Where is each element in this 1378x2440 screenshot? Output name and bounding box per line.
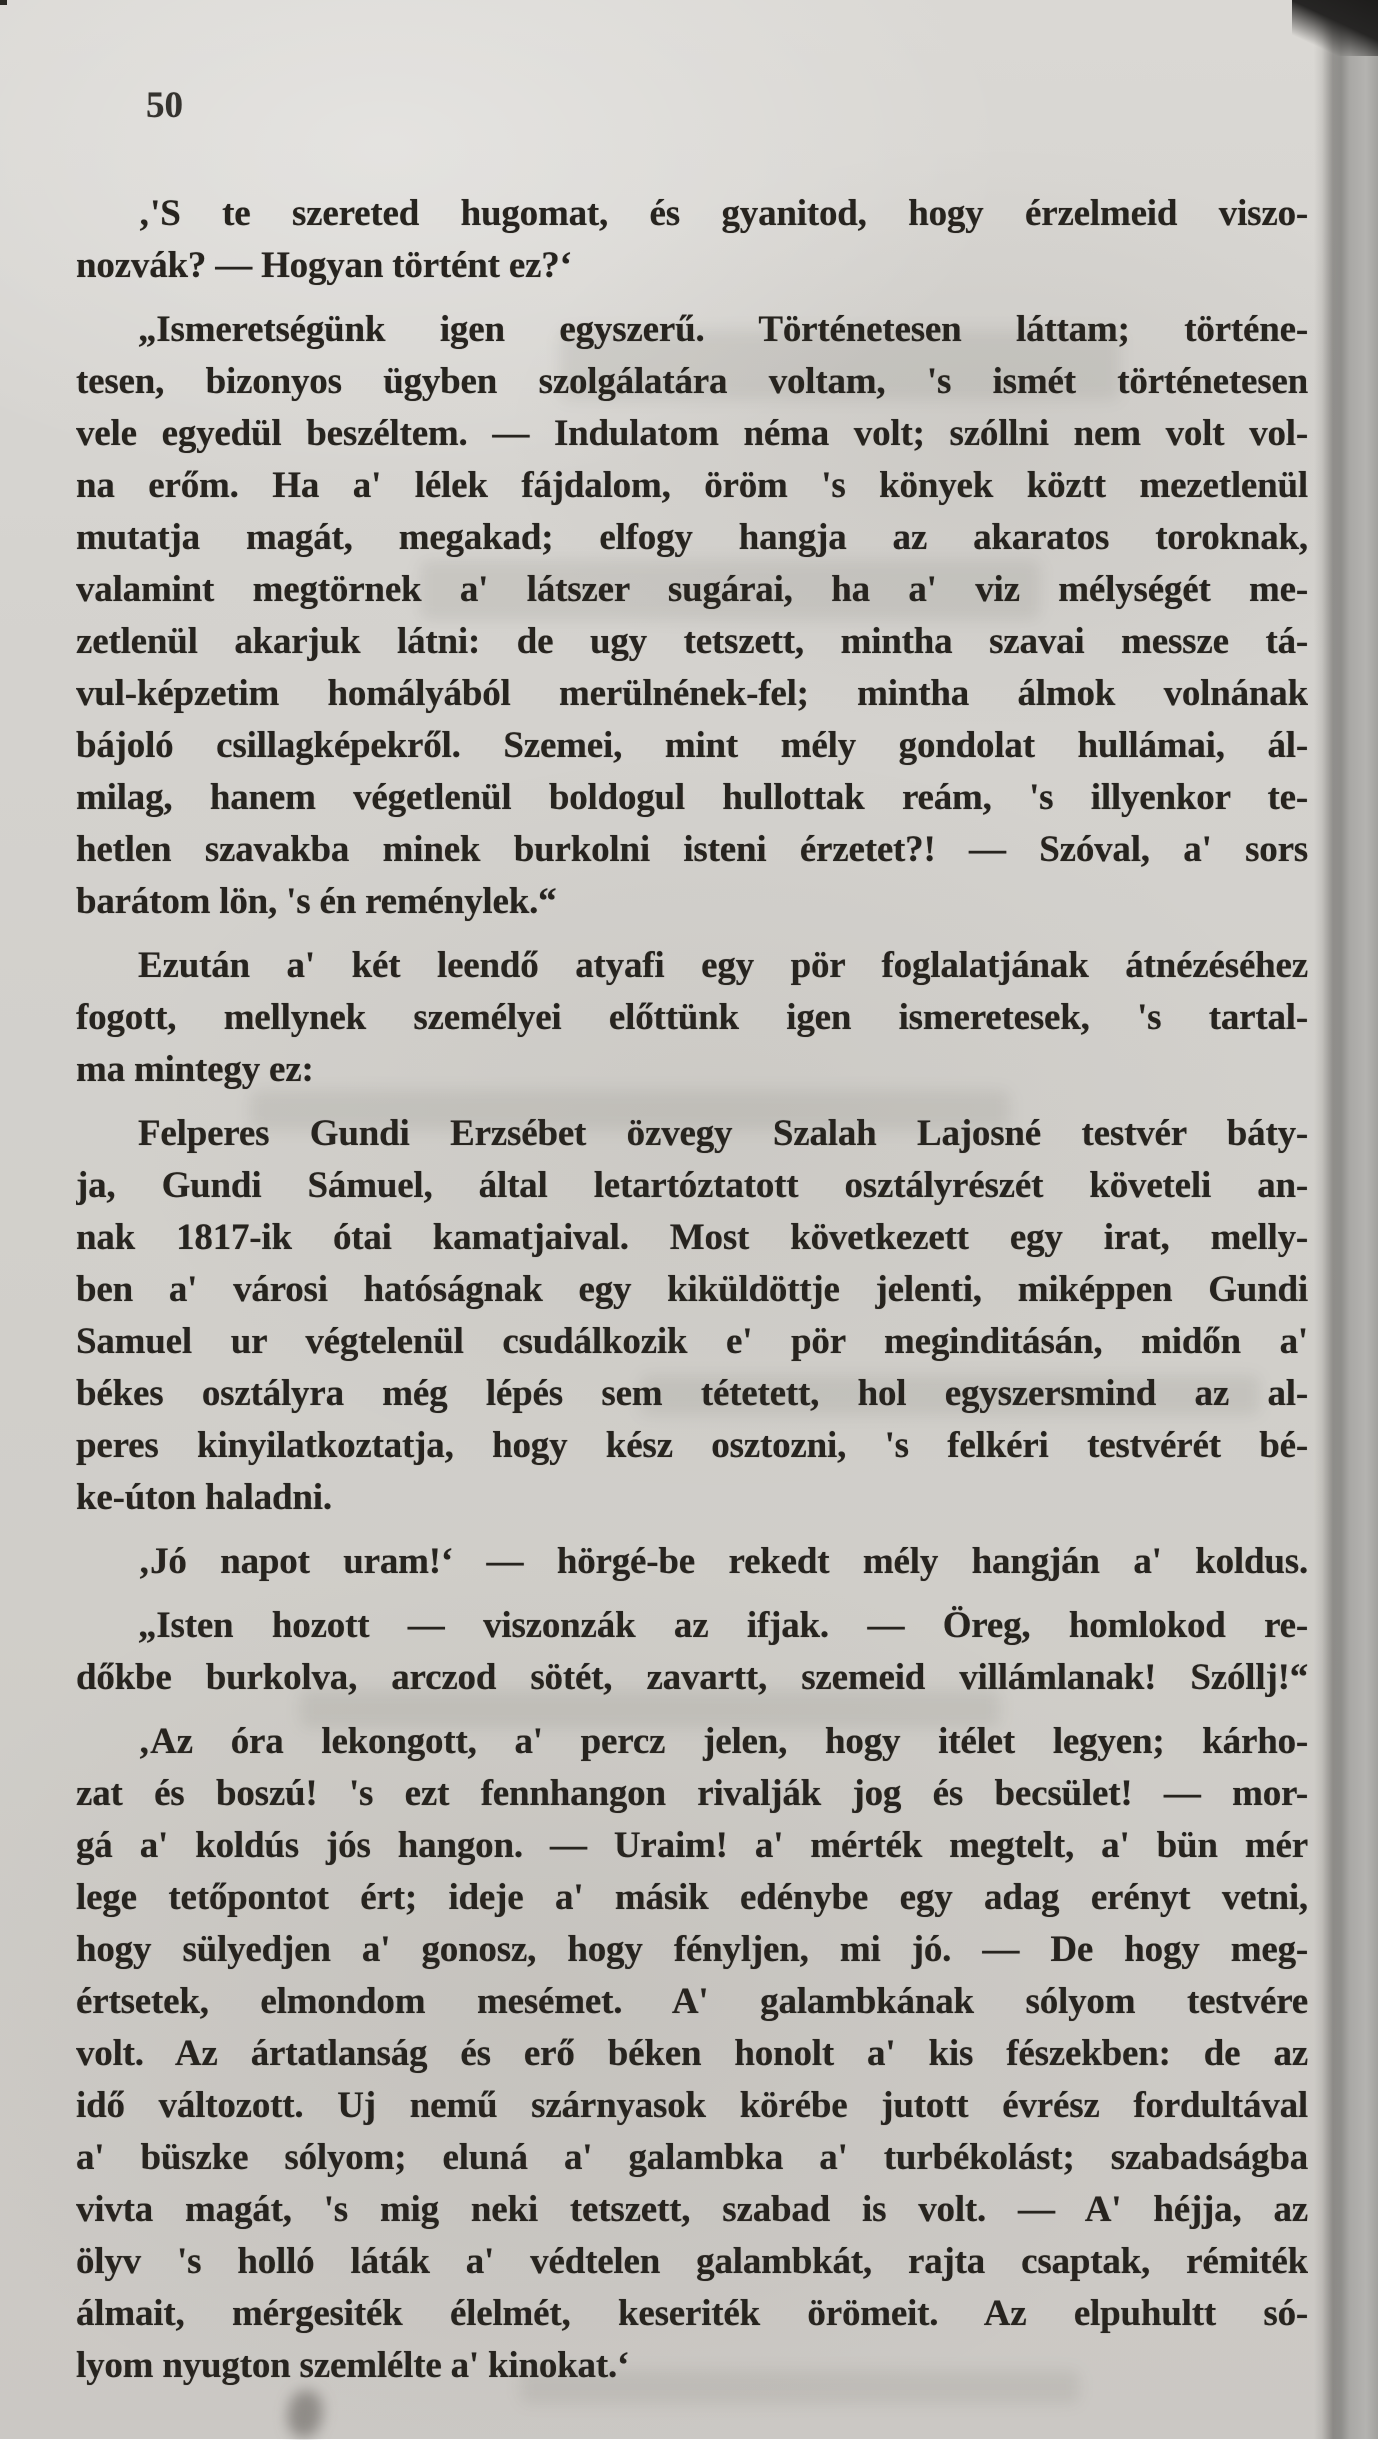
text-line: ölyv 's holló láták a' védtelen galambkát, rajta csaptak, rémiték bbox=[76, 2241, 1308, 2282]
text-line: vele egyedül beszéltem. — Indulatom néma volt; szóllni nem volt vol- bbox=[76, 413, 1308, 454]
text-line: gá a' koldús jós hangon. — Uraim! a' mérték megtelt, a' bün mér bbox=[76, 1825, 1308, 1866]
text-line: lege tetőpontot ért; ideje a' másik edénybe egy adag erényt vetni, bbox=[76, 1877, 1308, 1918]
text-line: ben a' városi hatóságnak egy kiküldöttje jelenti, miképpen Gundi bbox=[76, 1269, 1308, 1310]
text-line: ‚'S te szereted hugomat, és gyanitod, hogy érzelmeid viszo- bbox=[138, 193, 1308, 234]
text-line: „Isten hozott — viszonzák az ifjak. — Öreg, homlokod re- bbox=[138, 1605, 1308, 1646]
text-line: na erőm. Ha a' lélek fájdalom, öröm 's könyek köztt mezetlenül bbox=[76, 465, 1308, 506]
text-line: fogott, mellynek személyei előttünk igen ismeretesek, 's tartal- bbox=[76, 997, 1308, 1038]
paragraph bbox=[76, 304, 1308, 928]
paragraph bbox=[76, 1108, 1308, 1524]
paragraph bbox=[76, 1716, 1308, 2392]
scan-dark-corner bbox=[1292, 0, 1378, 56]
text-line: barátom lön, 's én reménylek.“ bbox=[76, 881, 557, 922]
text-line: hetlen szavakba minek burkolni isteni érzetet?! — Szóval, a' sors bbox=[76, 829, 1308, 870]
text-line: mutatja magát, megakad; elfogy hangja az akaratos toroknak, bbox=[76, 517, 1308, 558]
text-line: zetlenül akarjuk látni: de ugy tetszett, mintha szavai messze tá- bbox=[76, 621, 1308, 662]
paragraph bbox=[76, 1600, 1308, 1704]
text-line: lyom nyugton szemlélte a' kinokat.‘ bbox=[76, 2345, 630, 2386]
text-line: idő változott. Uj nemű szárnyasok körébe jutott évrész fordultával bbox=[76, 2085, 1308, 2126]
text-line: Samuel ur végtelenül csudálkozik e' pör meginditásán, midőn a' bbox=[76, 1321, 1308, 1362]
text-line: ja, Gundi Sámuel, által letartóztatott osztályrészét követeli an- bbox=[76, 1165, 1308, 1206]
paragraph bbox=[76, 1536, 1308, 1588]
text-line: milag, hanem végetlenül boldogul hullottak reám, 's illyenkor te- bbox=[76, 777, 1308, 818]
text-line: peres kinyilatkoztatja, hogy kész osztozni, 's felkéri testvérét bé- bbox=[76, 1425, 1308, 1466]
text-line: Felperes Gundi Erzsébet özvegy Szalah Lajosné testvér báty- bbox=[138, 1113, 1308, 1154]
text-line: zat és boszú! 's ezt fennhangon rivalják jog és becsület! — mor- bbox=[76, 1773, 1308, 1814]
text-line: békes osztályra még lépés sem tétetett, hol egyszersmind az al- bbox=[76, 1373, 1308, 1414]
text-line: dőkbe burkolva, arczod sötét, zavartt, szemeid villámlanak! Szóllj!“ bbox=[76, 1657, 1308, 1698]
text-line: ma mintegy ez: bbox=[76, 1049, 314, 1090]
text-line: Ezután a' két leendő atyafi egy pör foglalatjának átnézéséhez bbox=[138, 945, 1308, 986]
text-line: valamint megtörnek a' látszer sugárai, ha a' viz mélységét me- bbox=[76, 569, 1308, 610]
text-line: bájoló csillagképekről. Szemei, mint mély gondolat hullámai, ál- bbox=[76, 725, 1308, 766]
paragraph bbox=[76, 188, 1308, 292]
text-line: álmait, mérgesiték élelmét, keseriték örömeit. Az elpuhultt só- bbox=[76, 2293, 1308, 2334]
page-gutter-shadow bbox=[1314, 0, 1378, 2439]
text-line: hogy sülyedjen a' gonosz, hogy fényljen, mi jó. — De hogy meg- bbox=[76, 1929, 1308, 1970]
text-line: vul-képzetim homályából merülnének-fel; mintha álmok volnának bbox=[76, 673, 1308, 714]
text-line: ke-úton haladni. bbox=[76, 1477, 332, 1518]
scan-edge-mark bbox=[0, 0, 7, 5]
text-line: volt. Az ártatlanság és erő béken honolt a' kis fészekben: de az bbox=[76, 2033, 1308, 2074]
text-block bbox=[76, 188, 1308, 2404]
text-line: értsetek, elmondom mesémet. A' galambkának sólyom testvére bbox=[76, 1981, 1308, 2022]
text-line: a' büszke sólyom; eluná a' galambka a' turbékolást; szabadságba bbox=[76, 2137, 1308, 2178]
page-number: 50 bbox=[146, 85, 183, 126]
text-line: nozvák? — Hogyan történt ez?‘ bbox=[76, 245, 572, 286]
text-line: ‚Jó napot uram!‘ — hörgé-be rekedt mély hangján a' koldus. bbox=[138, 1541, 1308, 1582]
paragraph bbox=[76, 940, 1308, 1096]
text-line: vivta magát, 's mig neki tetszett, szabad is volt. — A' héjja, az bbox=[76, 2189, 1308, 2230]
text-line: nak 1817-ik ótai kamatjaival. Most következett egy irat, melly- bbox=[76, 1217, 1308, 1258]
text-line: ‚Az óra lekongott, a' percz jelen, hogy itélet legyen; kárho- bbox=[138, 1721, 1308, 1762]
text-line: tesen, bizonyos ügyben szolgálatára voltam, 's ismét történetesen bbox=[76, 361, 1308, 402]
text-line: „Ismeretségünk igen egyszerű. Történetesen láttam; történe- bbox=[138, 309, 1308, 350]
